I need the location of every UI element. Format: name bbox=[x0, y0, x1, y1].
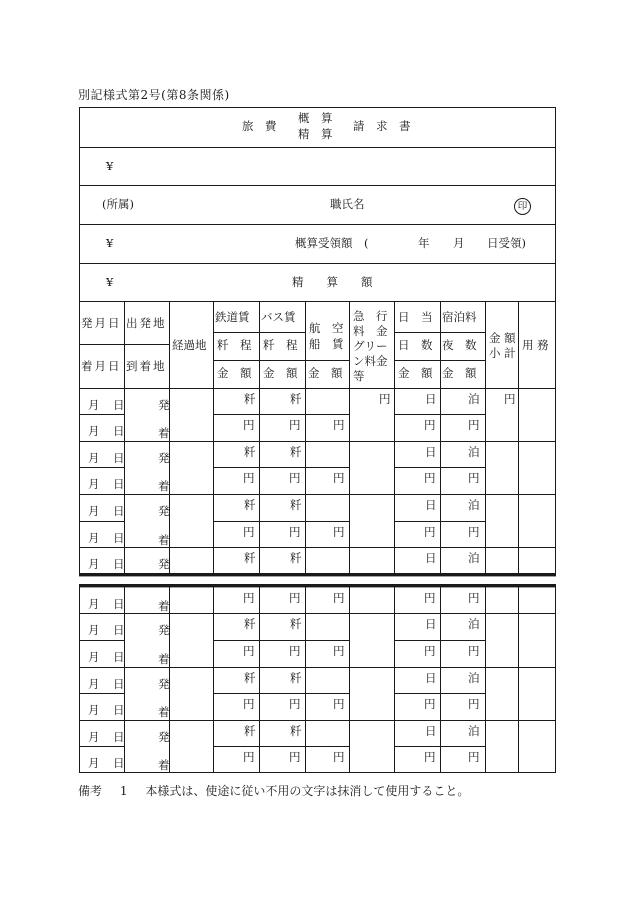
entry-place-3: 着 bbox=[158, 479, 170, 493]
entry-month-0: 月 bbox=[88, 398, 100, 412]
entry-daily-yen-5: 円 bbox=[424, 525, 436, 539]
header-subtotal-1: 金 額 bbox=[489, 331, 516, 345]
entry-lodging-yen-7: 円 bbox=[468, 591, 480, 605]
entry-daily-yen-1: 円 bbox=[424, 418, 436, 432]
entry-place-12: 発 bbox=[158, 730, 170, 744]
entry-day-5: 日 bbox=[113, 531, 125, 545]
entry-rail-yen-7: 円 bbox=[243, 591, 255, 605]
entry-day-1: 日 bbox=[113, 424, 125, 438]
entry-lodging-yen-1: 円 bbox=[468, 418, 480, 432]
entry-rail-km-6: 粁 bbox=[244, 551, 256, 565]
entry-bus-yen-3: 円 bbox=[289, 471, 301, 485]
remarks bbox=[78, 782, 469, 799]
header-bus-amount: 金 額 bbox=[263, 366, 298, 380]
header-business: 用 務 bbox=[522, 338, 549, 352]
entry-rail-km-10: 粁 bbox=[244, 671, 256, 685]
entry-bus-km-10: 粁 bbox=[290, 671, 302, 685]
entry-nights-4: 泊 bbox=[468, 498, 480, 512]
entry-day-11: 日 bbox=[113, 703, 125, 717]
entry-lodging-yen-3: 円 bbox=[468, 471, 480, 485]
entry-rail-yen-3: 円 bbox=[243, 471, 255, 485]
entry-month-1: 月 bbox=[88, 424, 100, 438]
entry-month-13: 月 bbox=[88, 756, 100, 770]
header-daily: 日 当 bbox=[398, 310, 433, 324]
entry-bus-yen-1: 円 bbox=[289, 418, 301, 432]
entry-nights-2: 泊 bbox=[468, 445, 480, 459]
entry-place-6: 発 bbox=[158, 557, 170, 571]
entry-day-10: 日 bbox=[113, 677, 125, 691]
header-ship-air-1: 航 空 bbox=[309, 321, 344, 335]
entry-daily-yen-3: 円 bbox=[424, 471, 436, 485]
entry-nights-8: 泊 bbox=[468, 617, 480, 631]
header-nights: 夜 数 bbox=[442, 338, 477, 352]
entry-ship-yen-5: 円 bbox=[333, 525, 345, 539]
header-route: 経過地 bbox=[172, 338, 207, 352]
entry-rail-km-8: 粁 bbox=[244, 617, 256, 631]
form-grid bbox=[79, 107, 556, 773]
header-subtotal-2: 小 計 bbox=[489, 346, 516, 360]
entry-bus-km-0: 粁 bbox=[290, 392, 302, 406]
header-express-2: 料 金 bbox=[353, 324, 388, 338]
entry-place-1: 着 bbox=[158, 426, 170, 440]
entry-days-4: 日 bbox=[425, 498, 437, 512]
entry-place-5: 着 bbox=[158, 533, 170, 547]
entry-day-7: 日 bbox=[113, 597, 125, 611]
entry-place-13: 着 bbox=[158, 758, 170, 772]
remarks-number: 1 bbox=[119, 784, 128, 798]
header-depart-place: 出発地 bbox=[126, 316, 167, 330]
header-express-3: グリー bbox=[353, 339, 388, 353]
entry-place-2: 発 bbox=[158, 451, 170, 465]
entry-bus-km-4: 粁 bbox=[290, 498, 302, 512]
entry-bus-yen-11: 円 bbox=[289, 697, 301, 711]
entry-nights-0: 泊 bbox=[468, 392, 480, 406]
entry-rail-km-12: 粁 bbox=[244, 724, 256, 738]
entry-bus-yen-5: 円 bbox=[289, 525, 301, 539]
entry-rail-yen-1: 円 bbox=[243, 418, 255, 432]
entry-lodging-yen-13: 円 bbox=[468, 750, 480, 764]
entry-day-2: 日 bbox=[113, 451, 125, 465]
entry-rail-km-0: 粁 bbox=[244, 392, 256, 406]
entry-place-0: 発 bbox=[158, 398, 170, 412]
entry-nights-10: 泊 bbox=[468, 671, 480, 685]
advance-yen: ¥ bbox=[106, 236, 114, 250]
seal-mark: 印 bbox=[514, 198, 531, 215]
entry-place-9: 着 bbox=[158, 652, 170, 666]
header-bus: バス賃 bbox=[261, 310, 296, 324]
header-rail-distance: 粁 程 bbox=[217, 338, 252, 352]
entry-ship-yen-3: 円 bbox=[333, 471, 345, 485]
entry-days-6: 日 bbox=[425, 551, 437, 565]
entry-place-7: 着 bbox=[158, 599, 170, 613]
entry-express-yen-0: 円 bbox=[379, 392, 391, 406]
entry-day-3: 日 bbox=[113, 477, 125, 491]
header-lodging-amount: 金 額 bbox=[442, 366, 477, 380]
entry-rail-yen-9: 円 bbox=[243, 644, 255, 658]
entry-days-12: 日 bbox=[425, 724, 437, 738]
entry-place-8: 発 bbox=[158, 623, 170, 637]
entry-month-5: 月 bbox=[88, 531, 100, 545]
entry-day-9: 日 bbox=[113, 650, 125, 664]
advance-day-received: 日受領) bbox=[487, 236, 526, 250]
entry-lodging-yen-11: 円 bbox=[468, 697, 480, 711]
entry-rail-km-4: 粁 bbox=[244, 498, 256, 512]
entry-lodging-yen-9: 円 bbox=[468, 644, 480, 658]
entry-ship-yen-11: 円 bbox=[333, 697, 345, 711]
entry-nights-6: 泊 bbox=[468, 551, 480, 565]
header-express-5: 等 bbox=[353, 369, 365, 383]
entry-day-6: 日 bbox=[113, 557, 125, 571]
entry-day-4: 日 bbox=[113, 504, 125, 518]
entry-day-13: 日 bbox=[113, 756, 125, 770]
entry-day-8: 日 bbox=[113, 623, 125, 637]
entry-place-11: 着 bbox=[158, 705, 170, 719]
entry-month-11: 月 bbox=[88, 703, 100, 717]
header-ship-air-2: 船 賃 bbox=[309, 337, 344, 351]
entry-daily-yen-13: 円 bbox=[424, 750, 436, 764]
advance-received-label: 概算受領額 ( bbox=[295, 236, 369, 250]
title-estimate: 概 算 bbox=[298, 111, 333, 125]
affiliation-label: (所属) bbox=[102, 197, 134, 211]
entry-month-7: 月 bbox=[88, 597, 100, 611]
name-label: 職氏名 bbox=[330, 197, 365, 211]
entry-month-6: 月 bbox=[88, 557, 100, 571]
header-express-4: ン料金 bbox=[353, 354, 388, 368]
header-arrive-date: 着月日 bbox=[81, 359, 122, 373]
settlement-yen: ¥ bbox=[106, 275, 114, 289]
entry-day-12: 日 bbox=[113, 730, 125, 744]
entry-day-0: 日 bbox=[113, 398, 125, 412]
entry-month-2: 月 bbox=[88, 451, 100, 465]
entry-daily-yen-11: 円 bbox=[424, 697, 436, 711]
entry-ship-yen-9: 円 bbox=[333, 644, 345, 658]
entry-daily-yen-9: 円 bbox=[424, 644, 436, 658]
entry-bus-yen-9: 円 bbox=[289, 644, 301, 658]
title-settlement: 精 算 bbox=[298, 127, 333, 141]
form-caption: 別記様式第2号(第8条関係) bbox=[78, 88, 230, 102]
entry-month-9: 月 bbox=[88, 650, 100, 664]
header-rail: 鉄道賃 bbox=[215, 310, 250, 324]
entry-lodging-yen-5: 円 bbox=[468, 525, 480, 539]
entry-days-8: 日 bbox=[425, 617, 437, 631]
header-express-1: 急 行 bbox=[353, 309, 388, 323]
header-daily-amount: 金 額 bbox=[398, 366, 433, 380]
entry-place-4: 発 bbox=[158, 504, 170, 518]
entry-days-0: 日 bbox=[425, 392, 437, 406]
entry-bus-km-12: 粁 bbox=[290, 724, 302, 738]
travel-expense-claim-form bbox=[79, 107, 556, 773]
entry-bus-yen-7: 円 bbox=[289, 591, 301, 605]
entry-bus-km-2: 粁 bbox=[290, 445, 302, 459]
entry-place-10: 発 bbox=[158, 677, 170, 691]
header-bus-distance: 粁 程 bbox=[263, 338, 298, 352]
entry-ship-yen-1: 円 bbox=[333, 418, 345, 432]
entry-month-12: 月 bbox=[88, 730, 100, 744]
entry-nights-12: 泊 bbox=[468, 724, 480, 738]
entry-month-4: 月 bbox=[88, 504, 100, 518]
header-arrive-place: 到着地 bbox=[126, 359, 167, 373]
entry-month-8: 月 bbox=[88, 623, 100, 637]
header-days: 日 数 bbox=[398, 338, 433, 352]
settlement-amount-label: 精 算 額 bbox=[292, 275, 373, 289]
header-depart-date: 発月日 bbox=[81, 316, 122, 330]
header-rail-amount: 金 額 bbox=[217, 366, 252, 380]
header-ship-amount: 金 額 bbox=[308, 366, 343, 380]
entry-month-3: 月 bbox=[88, 477, 100, 491]
entry-rail-yen-11: 円 bbox=[243, 697, 255, 711]
title-travel-expense: 旅 費 bbox=[242, 119, 277, 133]
header-lodging: 宿泊料 bbox=[442, 310, 477, 324]
entry-days-2: 日 bbox=[425, 445, 437, 459]
entry-days-10: 日 bbox=[425, 671, 437, 685]
total-amount-yen: ¥ bbox=[106, 159, 114, 173]
advance-month: 月 bbox=[453, 236, 465, 250]
advance-year: 年 bbox=[418, 236, 430, 250]
title-claim: 請 求 書 bbox=[353, 119, 411, 133]
remarks-label: 備考 bbox=[78, 784, 103, 798]
entry-ship-yen-7: 円 bbox=[333, 591, 345, 605]
entry-rail-yen-5: 円 bbox=[243, 525, 255, 539]
entry-rail-km-2: 粁 bbox=[244, 445, 256, 459]
entry-bus-yen-13: 円 bbox=[289, 750, 301, 764]
entry-ship-yen-13: 円 bbox=[333, 750, 345, 764]
entry-subtotal-yen-0: 円 bbox=[504, 392, 516, 406]
entry-daily-yen-7: 円 bbox=[424, 591, 436, 605]
entry-bus-km-8: 粁 bbox=[290, 617, 302, 631]
entry-month-10: 月 bbox=[88, 677, 100, 691]
entry-bus-km-6: 粁 bbox=[290, 551, 302, 565]
remarks-text: 本様式は、使途に従い不用の文字は抹消して使用すること。 bbox=[145, 784, 470, 798]
entry-rail-yen-13: 円 bbox=[243, 750, 255, 764]
